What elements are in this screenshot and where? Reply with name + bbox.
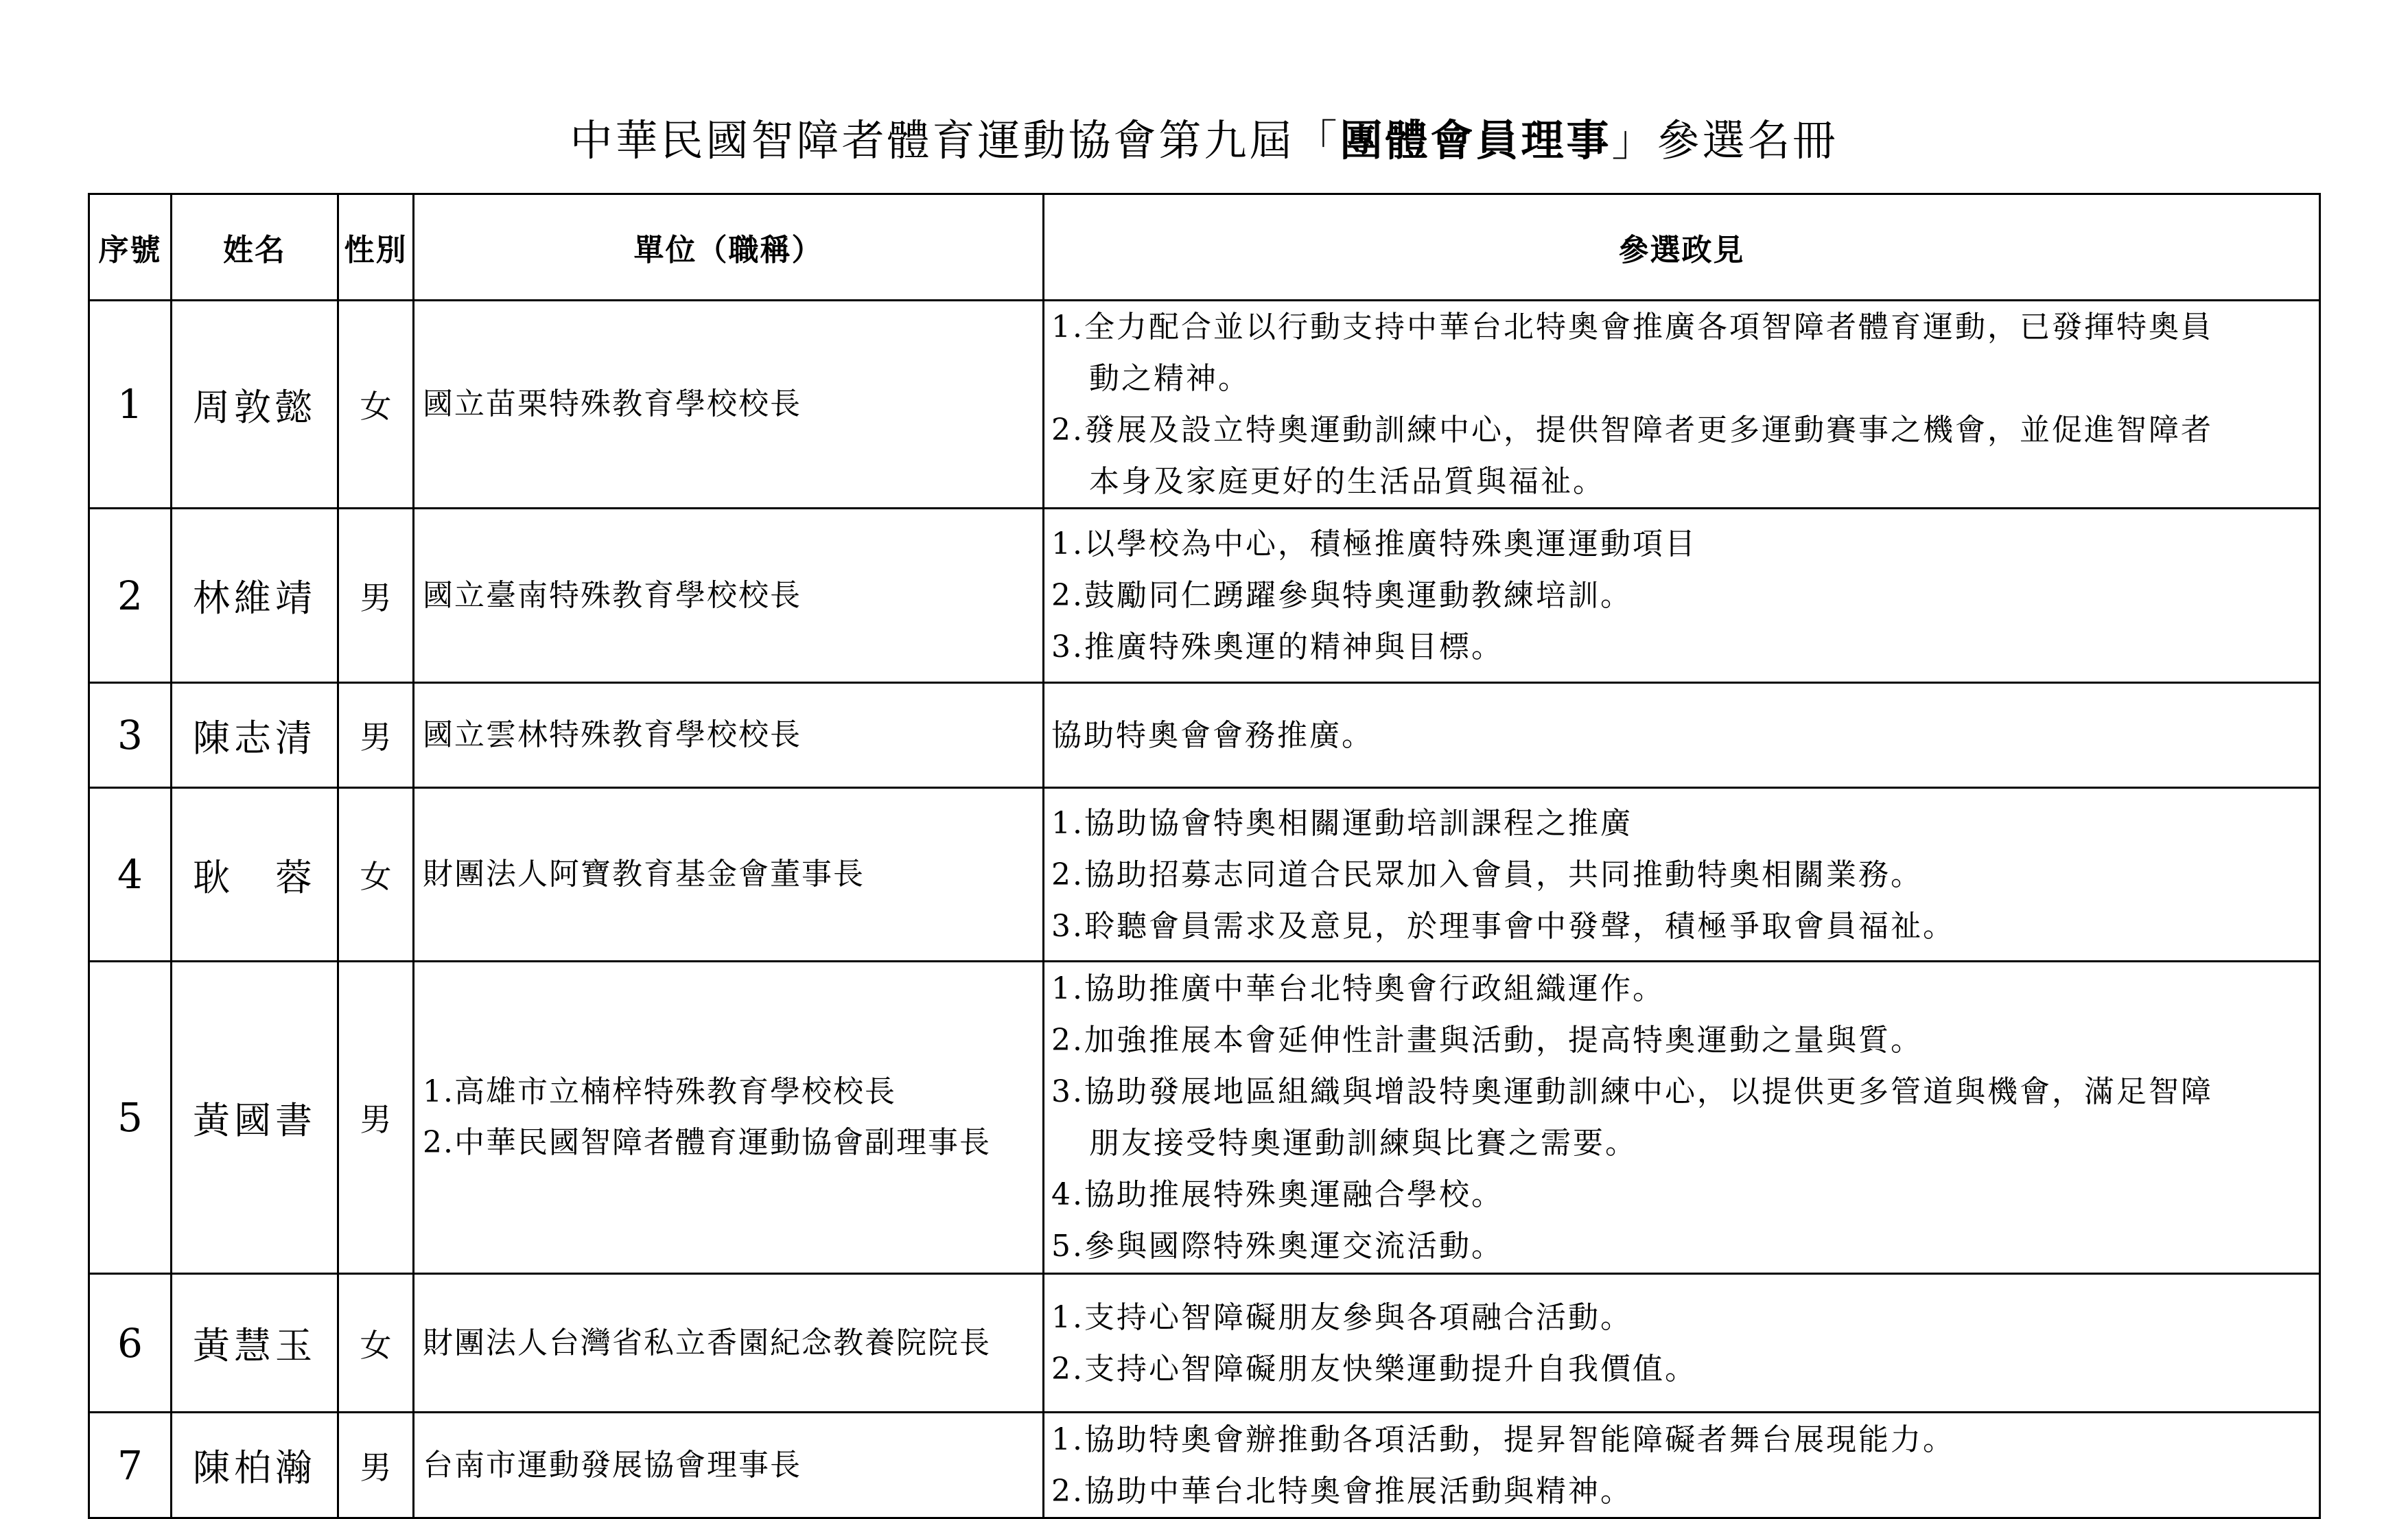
header-unit: 單位（職稱） bbox=[414, 194, 1044, 301]
unit-line: 1.高雄市立楠梓特殊教育學校校長 bbox=[423, 1074, 896, 1109]
table-row bbox=[89, 683, 2320, 788]
unit-line: 財團法人阿寶教育基金會董事長 bbox=[423, 857, 865, 892]
candidate-gender: 女 bbox=[338, 788, 414, 962]
candidate-gender: 女 bbox=[338, 1274, 414, 1413]
view-line: 2.支持心智障礙朋友快樂運動提升自我價值。 bbox=[1051, 1351, 1697, 1387]
view-line: 2.鼓勵同仁踴躍參與特奧運動教練培訓。 bbox=[1051, 578, 1633, 613]
candidate-gender: 男 bbox=[338, 962, 414, 1274]
table-row bbox=[89, 962, 2320, 1274]
candidate-name: 陳柏瀚 bbox=[172, 1413, 338, 1518]
view-line: 5.參與國際特殊奧運交流活動。 bbox=[1051, 1229, 1504, 1264]
candidate-gender: 男 bbox=[338, 1413, 414, 1518]
view-line: 動之精神。 bbox=[1089, 361, 1250, 396]
header-row bbox=[89, 194, 2320, 301]
row-number: 4 bbox=[89, 788, 172, 962]
candidate-table bbox=[88, 193, 2321, 1519]
candidate-views bbox=[1044, 1274, 2320, 1413]
candidate-name: 周敦懿 bbox=[172, 301, 338, 509]
candidate-gender: 男 bbox=[338, 683, 414, 788]
candidate-unit bbox=[414, 1413, 1044, 1518]
unit-line: 財團法人台灣省私立香園紀念教養院院長 bbox=[423, 1325, 991, 1360]
document-title bbox=[0, 110, 2408, 172]
title-suffix: 」參選名冊 bbox=[1611, 115, 1838, 165]
view-line: 3.推廣特殊奧運的精神與目標。 bbox=[1051, 629, 1504, 664]
unit-line: 2.中華民國智障者體育運動協會副理事長 bbox=[423, 1125, 991, 1160]
row-number: 5 bbox=[89, 962, 172, 1274]
view-line: 本身及家庭更好的生活品質與福祉。 bbox=[1089, 464, 1605, 499]
view-line: 3.聆聽會員需求及意見，於理事會中發聲，積極爭取會員福祉。 bbox=[1051, 908, 1955, 944]
header-no: 序號 bbox=[89, 194, 172, 301]
candidate-gender: 女 bbox=[338, 301, 414, 509]
unit-line: 國立雲林特殊教育學校校長 bbox=[423, 717, 802, 752]
header-views: 參選政見 bbox=[1044, 194, 2320, 301]
row-number: 7 bbox=[89, 1413, 172, 1518]
table-row bbox=[89, 509, 2320, 683]
table-row bbox=[89, 301, 2320, 509]
row-number: 3 bbox=[89, 683, 172, 788]
view-line: 1.協助特奧會辦推動各項活動，提昇智能障礙者舞台展現能力。 bbox=[1051, 1422, 1955, 1457]
candidate-views bbox=[1044, 301, 2320, 509]
candidate-unit bbox=[414, 1274, 1044, 1413]
table-row bbox=[89, 1274, 2320, 1413]
title-emphasis: 團體會員理事 bbox=[1340, 115, 1612, 165]
candidate-unit bbox=[414, 788, 1044, 962]
view-line: 1.全力配合並以行動支持中華台北特奧會推廣各項智障者體育運動，已發揮特奧員 bbox=[1051, 310, 2213, 345]
candidate-name: 黃國書 bbox=[172, 962, 338, 1274]
row-number: 2 bbox=[89, 509, 172, 683]
view-line: 協助特奧會會務推廣。 bbox=[1051, 717, 1374, 753]
candidate-name: 陳志清 bbox=[172, 683, 338, 788]
row-number: 6 bbox=[89, 1274, 172, 1413]
row-number: 1 bbox=[89, 301, 172, 509]
candidate-views bbox=[1044, 788, 2320, 962]
candidate-views bbox=[1044, 962, 2320, 1274]
unit-line: 台南市運動發展協會理事長 bbox=[423, 1447, 802, 1483]
unit-line: 國立臺南特殊教育學校校長 bbox=[423, 577, 802, 613]
view-line: 3.協助發展地區組織與增設特奧運動訓練中心，以提供更多管道與機會，滿足智障 bbox=[1051, 1074, 2213, 1109]
table-row bbox=[89, 1413, 2320, 1518]
candidate-unit bbox=[414, 301, 1044, 509]
view-line: 朋友接受特奧運動訓練與比賽之需要。 bbox=[1089, 1126, 1637, 1161]
candidate-unit bbox=[414, 683, 1044, 788]
view-line: 2.協助招募志同道合民眾加入會員，共同推動特奧相關業務。 bbox=[1051, 857, 1923, 892]
unit-line: 國立苗栗特殊教育學校校長 bbox=[423, 386, 802, 421]
view-line: 1.支持心智障礙朋友參與各項融合活動。 bbox=[1051, 1299, 1633, 1335]
candidate-name: 林維靖 bbox=[172, 509, 338, 683]
candidate-views bbox=[1044, 683, 2320, 788]
header-gender: 性別 bbox=[338, 194, 414, 301]
view-line: 2.加強推展本會延伸性計畫與活動，提高特奧運動之量與質。 bbox=[1051, 1023, 1923, 1058]
candidate-views bbox=[1044, 1413, 2320, 1518]
title-prefix: 中華民國智障者體育運動協會第九屆「 bbox=[570, 115, 1340, 165]
view-line: 2.協助中華台北特奧會推展活動與精神。 bbox=[1051, 1473, 1633, 1509]
header-name: 姓名 bbox=[172, 194, 338, 301]
view-line: 1.協助協會特奧相關運動培訓課程之推廣 bbox=[1051, 805, 1633, 841]
table-row bbox=[89, 788, 2320, 962]
candidate-gender: 男 bbox=[338, 509, 414, 683]
candidate-name: 黃慧玉 bbox=[172, 1274, 338, 1413]
candidate-name: 耿 蓉 bbox=[172, 788, 338, 962]
candidate-unit bbox=[414, 962, 1044, 1274]
table-body bbox=[89, 301, 2320, 1518]
view-line: 2.發展及設立特奧運動訓練中心，提供智障者更多運動賽事之機會，並促進智障者 bbox=[1051, 413, 2213, 448]
candidate-views bbox=[1044, 509, 2320, 683]
candidate-unit bbox=[414, 509, 1044, 683]
view-line: 1.以學校為中心，積極推廣特殊奧運運動項目 bbox=[1051, 526, 1697, 561]
view-line: 4.協助推展特殊奧運融合學校。 bbox=[1051, 1177, 1504, 1212]
view-line: 1.協助推廣中華台北特奧會行政組織運作。 bbox=[1051, 971, 1665, 1006]
